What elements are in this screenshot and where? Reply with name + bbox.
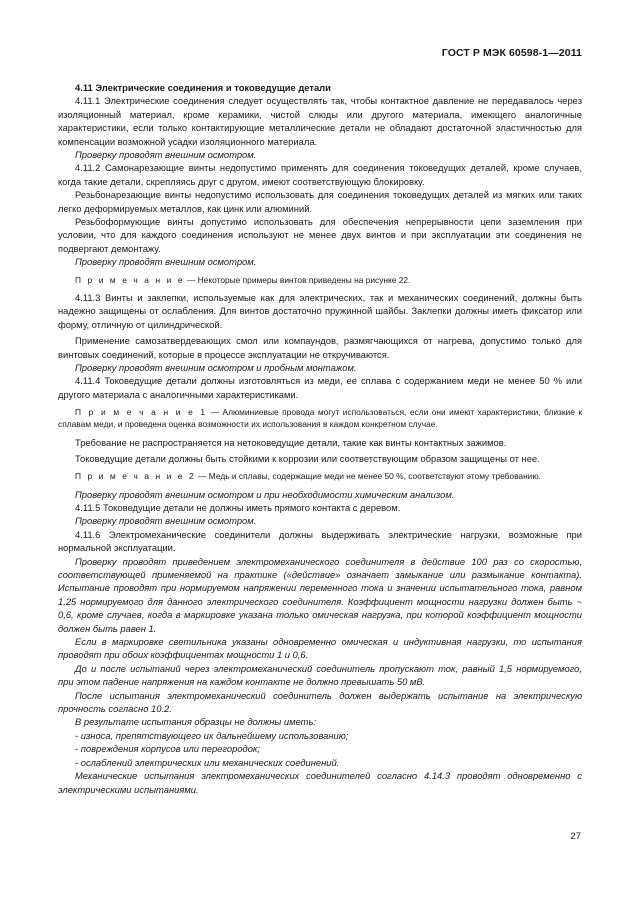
page-body	[58, 81, 582, 796]
check-text: Проверку проводят внешним осмотром.	[75, 149, 257, 161]
test-procedure-inductive: Если в маркировке светильника указаны одновременно омическая и индуктивная нагрузки, то испытания проводят при обоих коэффициентах мощности 1 и 0,6.	[58, 636, 582, 661]
check-text: Проверку проводят внешним осмотром.	[75, 256, 257, 268]
clause-4-11-4: 4.11.4 Токоведущие детали должны изготовляться из меди, ее сплава с содержанием меди не менее 50 % или другого материала с аналогичными характеристиками.	[58, 375, 582, 400]
note-text: — Некоторые примеры винтов приведены на рисунке 22.	[184, 274, 411, 285]
check-text: Проверку проводят внешним осмотром и при необходимости химическим анализом.	[75, 488, 455, 500]
paragraph-non-current-parts: Требование не распространяется на нетоковедущие детали, такие как винты контактных зажимов.	[75, 436, 507, 448]
note-text: — Алюминиевые провода могут использоваться, если они имеют характеристики, близкие к сплавам меди, и проведена оценка возможности их использования в каждом конкретном случае.	[58, 407, 582, 430]
test-result-intro: В результате испытания образцы не должны иметь:	[75, 716, 317, 728]
clause-4-11-2: 4.11.2 Самонарезающие винты недопустимо применять для соединения токоведущих деталей, кроме случаев, когда такие детали, скрепляясь друг с другом, имеют соответствующую блокировку.	[58, 162, 582, 187]
note-label: П р и м е ч а н и е	[75, 274, 185, 285]
test-procedure: Проверку проводят приведением электромеханического соединителя в действие 100 раз со скоростью, соответствующей применяемой на практике («действие» означает замыкание или размыкание контакта). Испытание проводят при нормируемом напряжении переменного тока и значении испытательного тока, равном 1,25 нормируемого для данного электрического соединителя. Коэффициент мощности нагрузки должен быть ~ 0,6, кроме случаев, когда в маркировке указана только омическая нагрузка, при которой коэффициент мощности должен быть равен 1.	[58, 555, 582, 634]
clause-4-11-6: 4.11.6 Электромеханические соединители должны выдерживать электрические нагрузки, возможные при нормальной эксплуатации.	[58, 528, 582, 554]
test-procedure-mechanical: Механические испытания электромеханических соединителей согласно 4.14.3 проводят одновременно с электрическими испытаниями.	[58, 770, 582, 795]
list-item: - ослаблений электрических или механических соединений.	[75, 756, 340, 768]
note-copper-alloys	[58, 470, 582, 482]
paragraph-corrosion: Токоведущие детали должны быть стойкими к коррозии или соответствующим образом защищены от нее.	[75, 452, 540, 464]
paragraph-thread-cutting-screws: Резьбонарезающие винты недопустимо использовать для соединения токоведущих деталей из мягких или таких легко деформируемых металлов, как цинк или алюминий.	[58, 189, 582, 214]
paragraph-resins: Применение самозатвердевающих смол или компаундов, размягчающихся от нагрева, допустимо только для винтовых соединений, которые в процессе эксплуатации не откручиваются.	[58, 335, 582, 360]
note-label: П р и м е ч а н и е 1	[75, 407, 208, 418]
note-text: — Медь и сплавы, содержащие меди не менее 50 %, соответствуют этому требованию.	[195, 471, 542, 482]
standard-designation: ГОСТ Р МЭК 60598-1—2011	[441, 47, 582, 59]
clause-4-11-3: 4.11.3 Винты и заклепки, используемые как для электрических, так и механических соединений, должны быть надежно защищены от ослабления. Для винтов достаточно пружинной шайбы. Заклепки должны иметь фиксатор или форму, отличную от цилиндрической.	[58, 291, 582, 330]
note-screws	[58, 274, 582, 286]
list-item: - износа, препятствующего их дальнейшему использованию;	[75, 729, 349, 741]
check-text: Проверку проводят внешним осмотром.	[75, 515, 257, 527]
note-label: П р и м е ч а н и е 2	[75, 471, 196, 482]
list-item: - повреждения корпусов или перегородок;	[75, 743, 260, 755]
test-procedure-voltage-drop: До и после испытаний через электромеханический соединитель пропускают ток, равный 1,5 нормируемого, при этом падение напряжения на каждом контакте не должно превышать 50 мВ.	[58, 662, 582, 688]
section-title: 4.11 Электрические соединения и токоведущие детали	[75, 82, 331, 93]
test-procedure-dielectric: После испытания электромеханический соединитель должен выдержать испытание на электрическую прочность согласно 10.2.	[58, 689, 582, 715]
clause-4-11-1: 4.11.1 Электрические соединения следует осуществлять так, чтобы контактное давление не передавалось через изоляционный материал, кроме керамики, чистой слюды или другого материала, имеющего аналогичные характеристики, если только контактирующие металлические детали не обладают достаточной эластичностью для компенсации возможной усадки изоляционного материала.	[58, 95, 582, 147]
clause-4-11-5: 4.11.5 Токоведущие детали не должны иметь прямого контакта с деревом.	[75, 501, 401, 513]
check-text: Проверку проводят внешним осмотром и пробным монтажом.	[75, 361, 357, 373]
page-number: 27	[570, 831, 581, 842]
paragraph-thread-forming-screws: Резьбоформующие винты допустимо использовать для обеспечения непрерывности цепи заземления при условии, что для каждого соединения используют не менее двух винтов и при эксплуатации эти соединения не подвергают демонтажу.	[58, 216, 582, 254]
note-aluminium	[58, 406, 582, 430]
